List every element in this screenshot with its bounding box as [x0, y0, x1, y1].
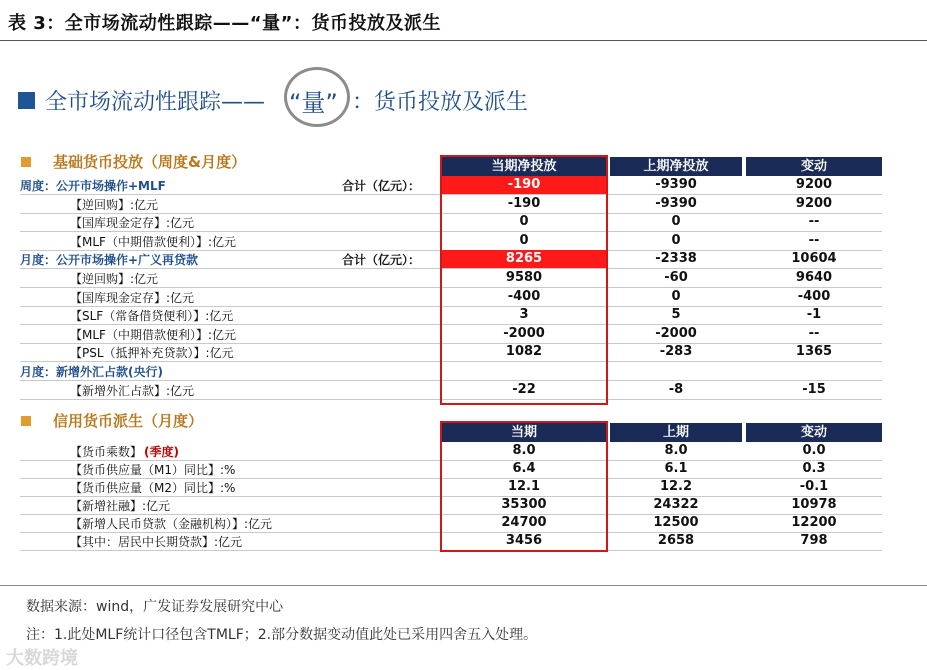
previous-value-cell: -9390: [655, 195, 697, 211]
previous-value-cell: 0: [671, 214, 681, 230]
row-label: 【SLF（常备借贷便利）】:亿元: [70, 309, 234, 324]
row-total-label: 合计（亿元）：: [342, 179, 421, 193]
change-value-cell: -1: [806, 307, 822, 323]
previous-value-cell: 12500: [653, 515, 699, 530]
current-value-cell: -190: [442, 176, 606, 194]
section1-square-icon: [21, 157, 31, 167]
current-value-cell: 8265: [442, 250, 606, 268]
previous-value-cell: 8.0: [664, 443, 688, 458]
change-value-cell: -400: [797, 288, 831, 304]
section2-square-icon: [21, 416, 31, 426]
current-value-cell: 12.1: [507, 479, 541, 494]
current-value-cell: 6.4: [512, 461, 536, 476]
section1-header-change: 变动: [746, 157, 882, 176]
row-label: 月度：公开市场操作+广义再贷款: [20, 253, 199, 268]
change-value-cell: --: [808, 325, 820, 341]
change-value-cell: 9200: [795, 195, 833, 211]
current-value-cell: 1082: [505, 344, 543, 360]
change-value-cell: 10978: [791, 497, 837, 512]
row-label: 【逆回购】:亿元: [70, 272, 159, 286]
row-label: 周度：公开市场操作+MLF: [20, 179, 166, 193]
row-label: 【货币乘数】: [70, 445, 143, 459]
section2-current-highlight-box: [440, 421, 608, 552]
row-label-note: (季度): [144, 445, 179, 459]
change-value-cell: 9640: [795, 270, 833, 285]
current-value-cell: 0: [519, 232, 529, 248]
current-value-cell: 35300: [501, 497, 547, 512]
change-value-cell: --: [808, 214, 820, 230]
change-value-cell: [746, 362, 882, 380]
current-value-cell: 0: [519, 214, 529, 230]
previous-value-cell: 6.1: [664, 461, 688, 476]
previous-value-cell: -2000: [655, 325, 697, 341]
watermark: 大数跨境: [6, 648, 78, 669]
row-label: 【PSL（抵押补充贷款）】:亿元: [70, 346, 234, 361]
section2-header-current: 当期: [442, 423, 606, 442]
section1-title: 基础货币投放（周度&月度）: [53, 153, 247, 171]
row-label: 月度：新增外汇占款(央行): [20, 365, 163, 379]
current-value-cell: -22: [512, 381, 536, 397]
change-value-cell: 1365: [795, 344, 833, 360]
current-value-cell: 24700: [501, 515, 547, 530]
row-label: 【新增社融】:亿元: [70, 499, 171, 513]
row-total-label: 合计（亿元）：: [342, 253, 421, 268]
footer-divider: [0, 585, 927, 586]
current-value-cell: -190: [507, 195, 541, 211]
previous-value-cell: -283: [659, 344, 693, 360]
change-value-cell: 798: [800, 533, 828, 548]
current-value-cell: 3456: [505, 533, 543, 548]
row-label: 【国库现金定存】:亿元: [70, 216, 195, 231]
section1-header-current: 当期净投放: [442, 157, 606, 176]
current-value-cell: -2000: [503, 325, 545, 341]
previous-value-cell: -2338: [655, 251, 697, 267]
row-label: 【其中：居民中长期贷款】:亿元: [70, 535, 243, 549]
row-label: 【货币供应量（M2）同比】:%: [70, 481, 236, 495]
previous-value-cell: [610, 362, 742, 380]
current-value-cell: -400: [507, 288, 541, 304]
footnote: 注：1.此处MLF统计口径包含TMLF；2.部分数据变动值此处已采用四舍五入处理。: [26, 627, 538, 643]
current-value-cell: 9580: [505, 270, 543, 285]
change-value-cell: --: [808, 232, 820, 248]
previous-value-cell: 0: [671, 288, 681, 304]
change-value-cell: 12200: [791, 515, 837, 530]
section2-header-previous: 上期: [610, 423, 742, 442]
current-value-cell: 8.0: [512, 443, 536, 458]
previous-value-cell: 5: [671, 307, 681, 323]
table-caption: 表 3：全市场流动性跟踪——“量”：货币投放及派生: [8, 13, 441, 34]
section2-title: 信用货币派生（月度）: [53, 412, 204, 430]
change-value-cell: 0.3: [802, 461, 826, 476]
previous-value-cell: 24322: [653, 497, 699, 512]
data-source: 数据来源：wind，广发证券发展研究中心: [26, 599, 284, 615]
title-square-icon: [18, 92, 35, 109]
change-value-cell: -0.1: [799, 479, 829, 494]
change-value-cell: 0.0: [802, 443, 826, 458]
row-label: 【MLF（中期借款便利）】:亿元: [70, 327, 236, 342]
previous-value-cell: 0: [671, 232, 681, 248]
previous-value-cell: -9390: [655, 177, 697, 192]
previous-value-cell: 2658: [657, 533, 695, 548]
previous-value-cell: -60: [664, 270, 688, 285]
row-label: 【货币供应量（M1）同比】:%: [70, 463, 236, 477]
slide-title-part-b: “量”: [289, 89, 338, 117]
caption-divider: [0, 40, 927, 41]
slide-title-part-a: 全市场流动性跟踪——: [45, 90, 266, 115]
current-value-cell: 3: [519, 307, 529, 323]
row-label: 【逆回购】:亿元: [70, 197, 159, 212]
change-value-cell: -15: [802, 381, 826, 397]
previous-value-cell: -8: [668, 381, 684, 397]
section1-header-previous: 上期净投放: [610, 157, 742, 176]
row-label: 【MLF（中期借款便利）】:亿元: [70, 234, 236, 249]
current-column-highlight-box: [440, 155, 608, 405]
row-label: 【新增人民币贷款（金融机构）】:亿元: [70, 517, 273, 531]
row-label: 【国库现金定存】:亿元: [70, 290, 195, 305]
slide-title-part-c: ：货币投放及派生: [352, 90, 529, 115]
change-value-cell: 10604: [791, 251, 837, 267]
row-label: 【新增外汇占款】:亿元: [70, 383, 195, 398]
section2-header-change: 变动: [746, 423, 882, 442]
change-value-cell: 9200: [795, 177, 833, 192]
previous-value-cell: 12.2: [659, 479, 693, 494]
